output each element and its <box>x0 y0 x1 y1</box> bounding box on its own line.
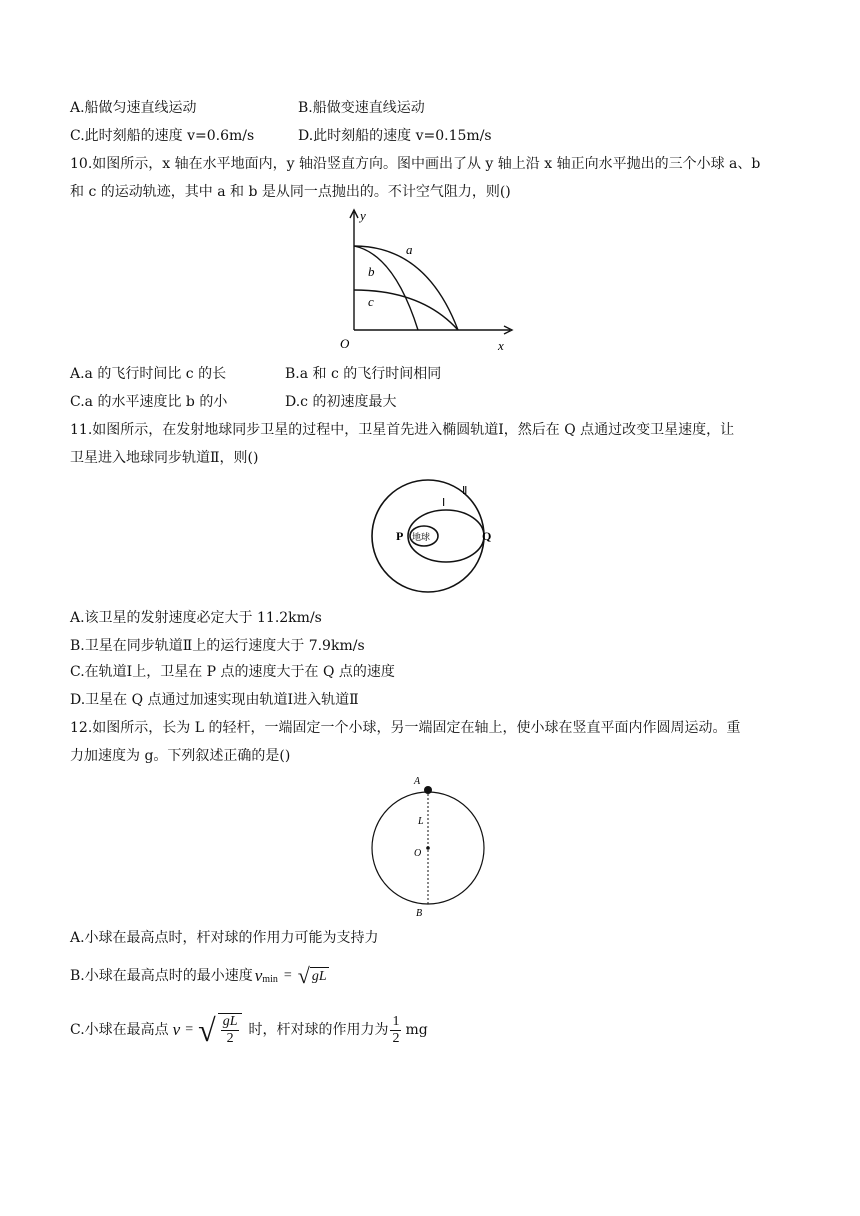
q11-fig-orbit2-label: Ⅱ <box>462 485 468 497</box>
q12-option-b-v: v <box>254 966 263 985</box>
q12-option-b-radicand: gL <box>311 968 327 984</box>
q12-option-c-sqrt: √ $\frac{gL}{2}$ <box>198 1012 244 1048</box>
q12-option-c-text: C.小球在最高点 <box>70 1022 169 1038</box>
q12-option-c-mid: 时，杆对球的作用力为 <box>248 1022 389 1038</box>
q10-option-a: A.a 的飞行时间比 c 的长 <box>70 366 227 382</box>
q12-fig-a-label: A <box>414 776 421 787</box>
q12-option-b-sqrt: √ gL <box>297 963 327 988</box>
q12-option-c-eq: = <box>185 1022 194 1037</box>
q10-option-c: C.a 的水平速度比 b 的小 <box>70 394 228 410</box>
q9-option-b: B.船做变速直线运动 <box>298 100 425 116</box>
q10-fig-c-label: c <box>368 294 374 309</box>
q12-option-c <box>70 1010 428 1050</box>
q10-projectile-figure <box>330 206 520 354</box>
q12-option-b <box>70 962 329 990</box>
q11-stem-line1: 11.如图所示，在发射地球同步卫星的过程中，卫星首先进入椭圆轨道Ⅰ，然后在 Q 点通过改变卫星速度，让 <box>70 422 735 438</box>
q10-option-d: D.c 的初速度最大 <box>285 394 397 410</box>
q12-fig-b-label: B <box>416 908 423 918</box>
q12-option-c-den: 2 <box>226 1031 234 1046</box>
q11-orbit-figure <box>364 476 500 596</box>
q10-stem-line1: 10.如图所示，x 轴在水平地面内，y 轴沿竖直方向。图中画出了从 y 轴上沿 x 轴正向水平抛出的三个小球 a、b <box>70 156 761 172</box>
q12-fig-o-label: O <box>414 848 422 859</box>
q12-option-c-num: gL <box>222 1014 238 1029</box>
q12-option-c-end: mg <box>405 1022 428 1038</box>
q11-fig-earth-label: 地球 <box>412 533 431 543</box>
q12-stem-line2: 力加速度为 g。下列叙述正确的是() <box>70 748 291 764</box>
q12-option-a: A.小球在最高点时，杆对球的作用力可能为支持力 <box>70 930 379 946</box>
q10-fig-b-label: b <box>368 264 375 279</box>
q10-fig-x-label: x <box>498 338 504 353</box>
q11-fig-q-label: Q <box>482 529 492 543</box>
q12-stem-line1: 12.如图所示，长为 L 的轻杆，一端固定一个小球，另一端固定在轴上，使小球在竖直平面内作圆周运动。重 <box>70 720 741 736</box>
q12-fig-l-label: L <box>418 816 424 827</box>
q12-circle-figure <box>364 772 494 918</box>
q12-option-b-sub: min <box>262 974 278 985</box>
q10-fig-y-label: y <box>360 208 366 223</box>
q11-option-d: D.卫星在 Q 点通过加速实现由轨道Ⅰ进入轨道Ⅱ <box>70 692 359 708</box>
q12-option-c-fden: 2 <box>392 1030 400 1046</box>
q10-fig-a-label: a <box>406 242 413 257</box>
q11-option-c: C.在轨道Ⅰ上，卫星在 P 点的速度大于在 Q 点的速度 <box>70 664 395 680</box>
q9-option-a: A.船做匀速直线运动 <box>70 100 197 116</box>
q9-option-c: C.此时刻船的速度 v=0.6m/s <box>70 128 255 144</box>
q12-option-b-text: B.小球在最高点时的最小速度 <box>70 968 253 984</box>
q11-fig-orbit1-label: Ⅰ <box>442 497 446 509</box>
q10-option-b: B.a 和 c 的飞行时间相同 <box>285 366 442 382</box>
q11-fig-p-label: P <box>396 529 404 543</box>
q12-option-b-eq: = <box>283 968 292 983</box>
q11-option-a: A.该卫星的发射速度必定大于 11.2km/s <box>70 610 322 626</box>
q10-stem-line2: 和 c 的运动轨迹，其中 a 和 b 是从同一点抛出的。不计空气阻力，则() <box>70 184 511 200</box>
q11-option-b: B.卫星在同步轨道Ⅱ上的运行速度大于 7.9km/s <box>70 638 365 654</box>
q12-option-c-fnum: 1 <box>392 1013 400 1029</box>
q10-fig-origin-label: O <box>340 336 350 351</box>
q12-option-c-v: v <box>172 1020 181 1039</box>
q11-stem-line2: 卫星进入地球同步轨道Ⅱ，则() <box>70 450 259 466</box>
q9-option-d: D.此时刻船的速度 v=0.15m/s <box>298 128 492 144</box>
